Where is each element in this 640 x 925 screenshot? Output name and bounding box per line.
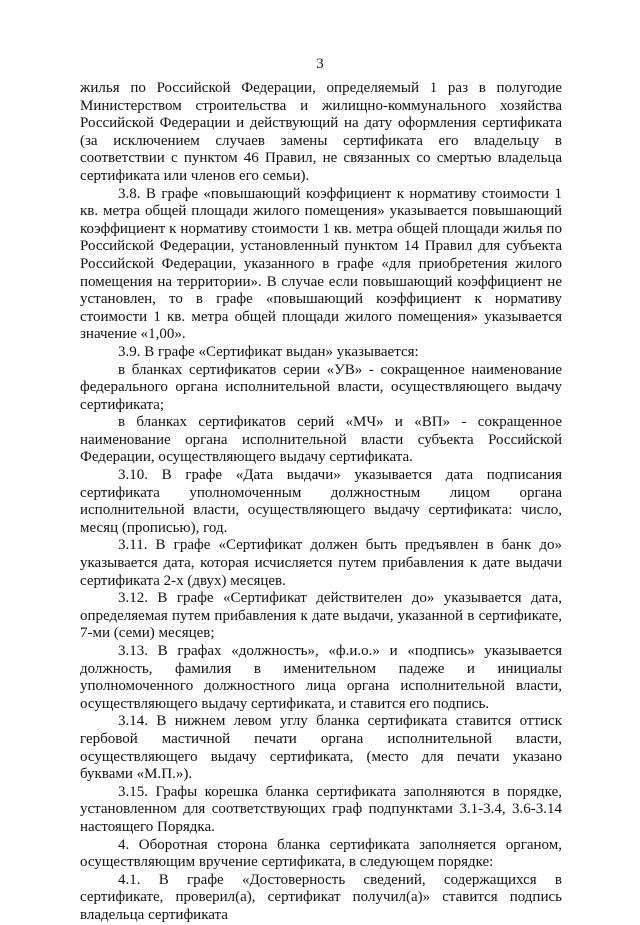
paragraph-3-13: 3.13. В графах «должность», «ф.и.о.» и «подпись» указывается должность, фамилия в именительном падеже и инициалы уполномоченного должностного лица органа исполнительной власти, осуществляющего выдачу сертификата, и ставится его подпись. [80, 643, 562, 712]
paragraph-4: 4. Оборотная сторона бланка сертификата заполняется органом, осуществляющим вручение сертификата, в следующем порядке: [80, 836, 562, 871]
paragraph-4-1: 4.1. В графе «Достоверность сведений, содержащихся в сертификате, проверил(а), сертификат получил(а)» ставится подпись владельца сертификата [80, 871, 562, 923]
page-number: 3 [316, 56, 324, 72]
document-body [80, 80, 562, 925]
paragraph-3-12: 3.12. В графе «Сертификат действителен до» указывается дата, определяемая путем прибавления к дате выдачи, указанной в сертификате, 7-ми (семи) месяцев; [80, 590, 562, 642]
paragraph-3-11: 3.11. В графе «Сертификат должен быть предъявлен в банк до» указывается дата, которая исчисляется путем прибавления к дате выдачи сертификата 2-х (двух) месяцев. [80, 537, 562, 589]
paragraph-3-14: 3.14. В нижнем левом углу бланка сертификата ставится оттиск гербовой мастичной печати органа исполнительной власти, осуществляющего выдачу сертификата, (место для печати указано буквами «М.П.»). [80, 713, 562, 783]
paragraph-continuation: жилья по Российской Федерации, определяемый 1 раз в полугодие Министерством строительства и жилищно-коммунального хозяйства Российской Федерации и действующий на дату оформления сертификата (за исключением случаев замены сертификата его владельцу в соответствии с пунктом 46 Правил, не связанных со смертью владельца сертификата или членов его семьи). [80, 80, 562, 184]
paragraph-3-8: 3.8. В графе «повышающий коэффициент к нормативу стоимости 1 кв. метра общей площади жилого помещения» указывается повышающий коэффициент к нормативу стоимости 1 кв. метра общей площади жилья по Российской Федерации, установленный пунктом 14 Правил для субъекта Российской Федерации, указанного в графе «для приобретения жилого помещения на территории». В случае если повышающий коэффициент не установлен, то в графе «повышающий коэффициент к нормативу стоимости 1 кв. метра общей площади жилого помещения» указывается значение «1,00». [80, 185, 562, 343]
paragraph-3-15: 3.15. Графы корешка бланка сертификата заполняются в порядке, установленном для соответствующих граф подпунктами 3.1-3.4, 3.6-3.14 настоящего Порядка. [80, 783, 562, 835]
paragraph-3-10: 3.10. В графе «Дата выдачи» указывается дата подписания сертификата уполномоченным должностным лицом органа исполнительной власти, осуществляющего выдачу сертификата: число, месяц (прописью), год. [80, 467, 562, 536]
paragraph-3-9-series-mch-vp: в бланках сертификатов серий «МЧ» и «ВП» - сокращенное наименование органа исполнительной власти субъекта Российской Федерации, осуществляющего выдачу сертификата. [80, 414, 562, 466]
paragraph-3-9: 3.9. В графе «Сертификат выдан» указывается: [118, 343, 419, 360]
paragraph-3-9-series-uv: в бланках сертификатов серии «УВ» - сокращенное наименование федерального органа исполнительной власти, осуществляющего выдачу сертификата; [80, 361, 562, 413]
